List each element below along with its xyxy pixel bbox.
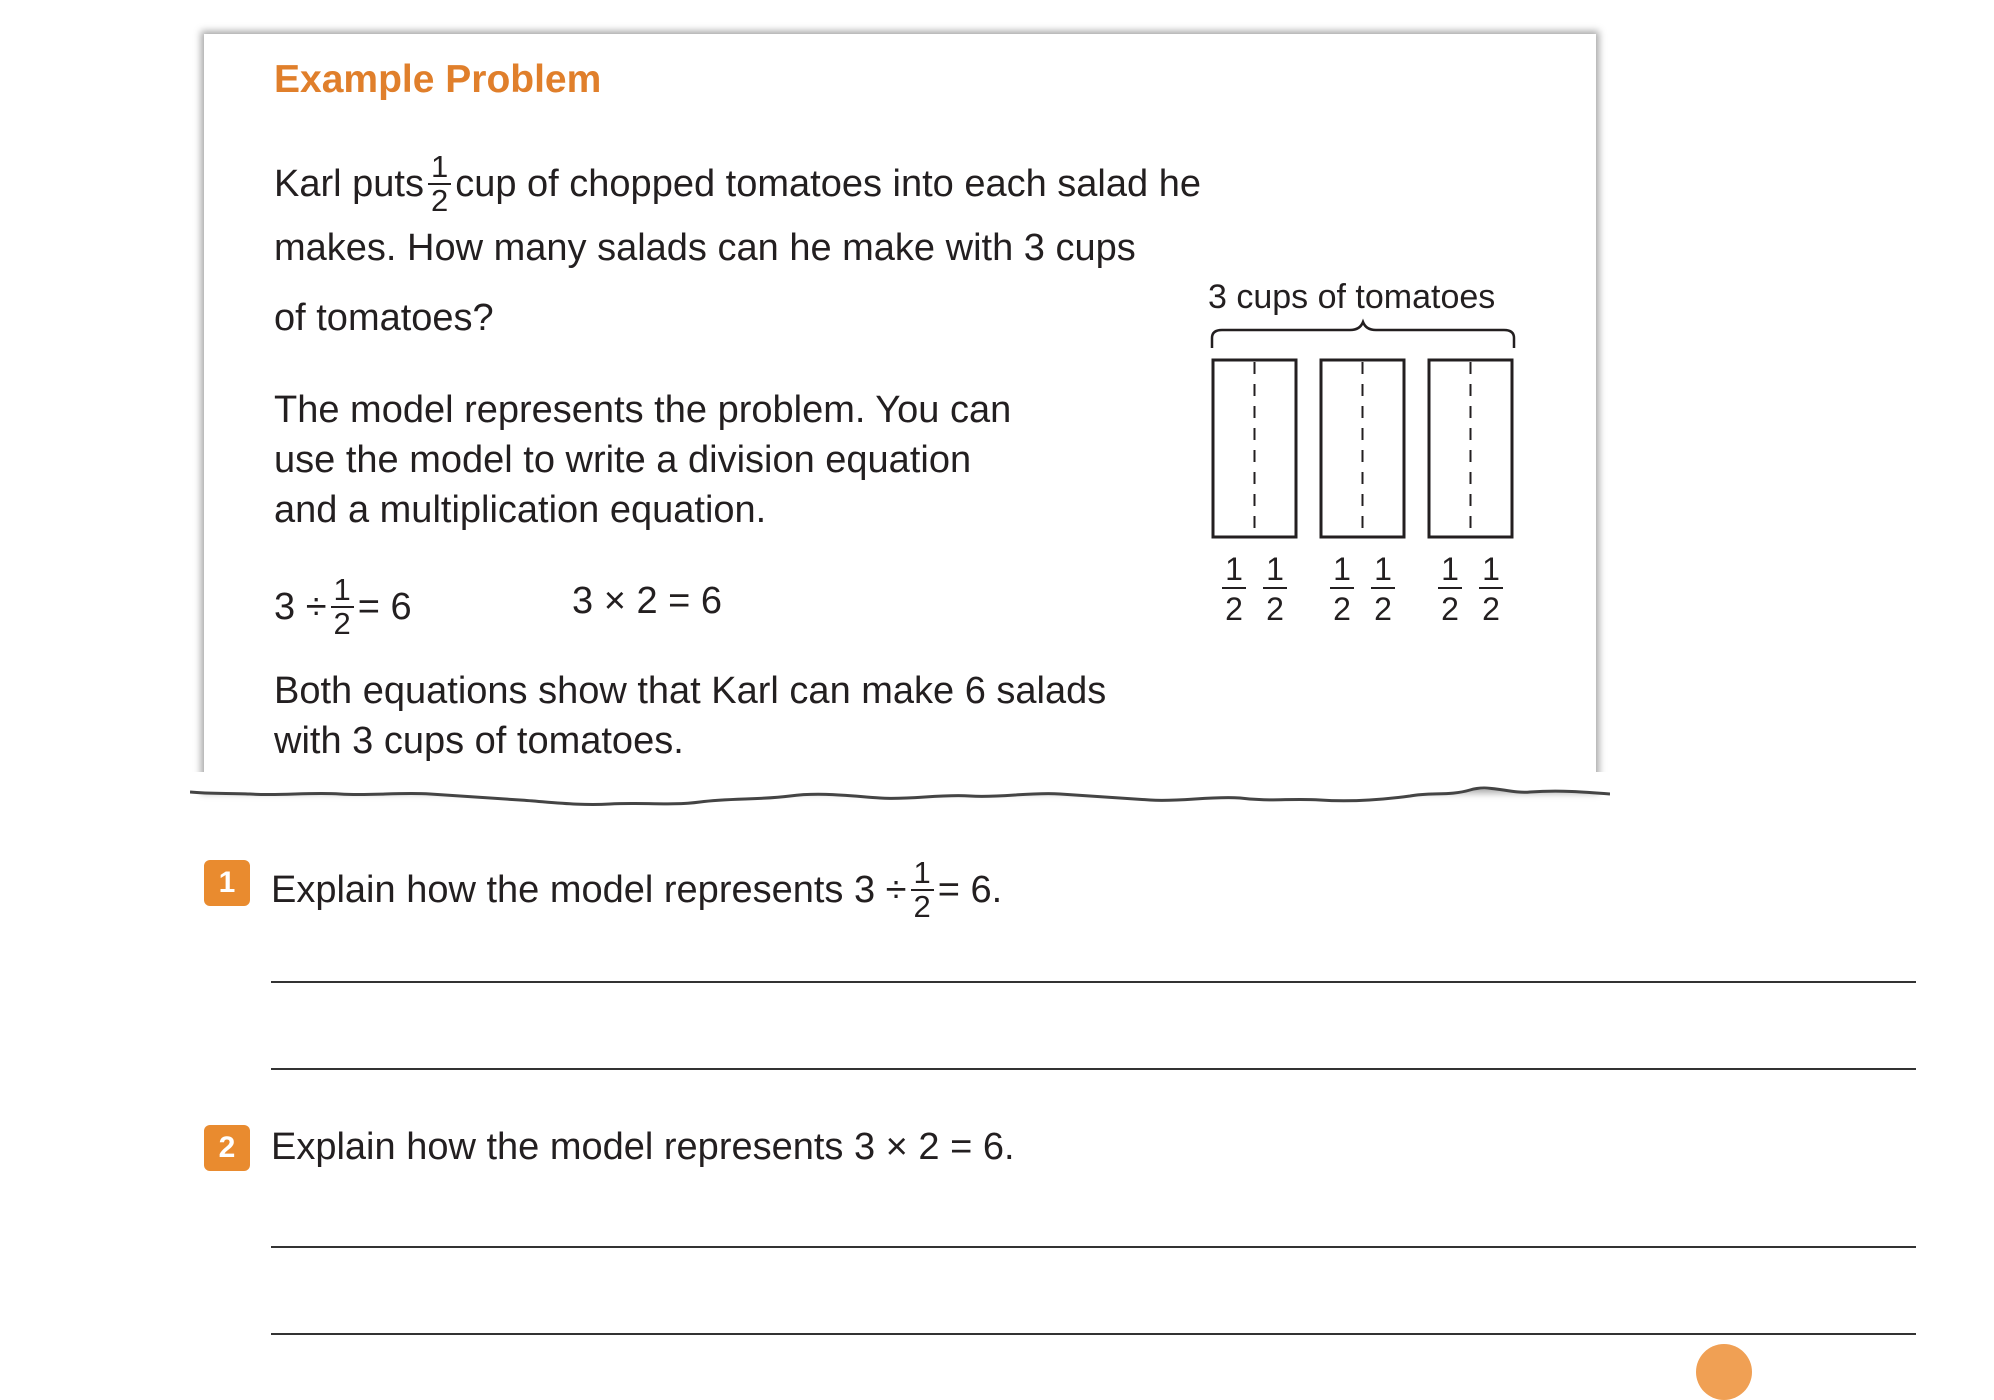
half-label-3-den: 2	[1333, 591, 1351, 627]
half-label-1-num: 1	[1225, 551, 1243, 587]
half-label-2-num: 1	[1266, 551, 1284, 587]
fraction-denominator: 2	[913, 889, 931, 924]
model-brace	[1212, 322, 1514, 348]
division-equation	[274, 572, 412, 642]
model-text-line-2: use the model to write a division equation	[274, 439, 972, 481]
fraction-numerator: 1	[331, 574, 354, 608]
half-label-5-num: 1	[1441, 551, 1459, 587]
half-label-6-den: 2	[1482, 591, 1500, 627]
example-problem-heading: Example Problem	[274, 58, 602, 101]
question-2-answer-line-1[interactable]	[271, 1246, 1916, 1248]
problem-text-after: cup of chopped tomatoes into each salad he	[455, 163, 1201, 206]
division-eq-right: = 6	[357, 586, 412, 629]
half-label-3-num: 1	[1333, 551, 1351, 587]
question-2-answer-line-2[interactable]	[271, 1333, 1916, 1335]
question-1-fraction	[911, 857, 934, 923]
half-label-4-num: 1	[1374, 551, 1392, 587]
fraction-denominator: 2	[333, 606, 351, 641]
question-2-text: Explain how the model represents 3 × 2 = 6.	[271, 1126, 1015, 1168]
question-2-badge: 2	[204, 1125, 250, 1171]
problem-line-1	[274, 149, 1201, 219]
question-1-text	[271, 855, 1003, 925]
torn-paper-edge	[190, 772, 1610, 832]
question-1-answer-line-1[interactable]	[271, 981, 1916, 983]
question-1-text-before: Explain how the model represents 3 ÷	[271, 869, 907, 912]
conclusion-line-1: Both equations show that Karl can make 6 salads	[274, 670, 1107, 712]
multiplication-equation: 3 × 2 = 6	[572, 580, 723, 622]
conclusion-line-2: with 3 cups of tomatoes.	[274, 720, 684, 762]
problem-line-2: makes. How many salads can he make with 3 cups	[274, 227, 1136, 269]
cups-model-diagram	[1200, 318, 1530, 638]
decorative-orange-circle	[1696, 1344, 1752, 1400]
half-label-4-den: 2	[1374, 591, 1392, 627]
half-cup-fraction	[428, 151, 451, 217]
fraction-numerator: 1	[911, 857, 934, 891]
question-1-text-after: = 6.	[937, 869, 1003, 912]
model-label: 3 cups of tomatoes	[1208, 278, 1496, 316]
half-label-1-den: 2	[1225, 591, 1243, 627]
fraction-numerator: 1	[428, 151, 451, 185]
half-label-6-num: 1	[1482, 551, 1500, 587]
problem-text-before: Karl puts	[274, 163, 424, 206]
division-eq-fraction	[331, 574, 354, 640]
division-eq-left: 3 ÷	[274, 586, 327, 629]
half-label-5-den: 2	[1441, 591, 1459, 627]
model-text-line-3: and a multiplication equation.	[274, 489, 767, 531]
question-1-answer-line-2[interactable]	[271, 1068, 1916, 1070]
problem-line-3: of tomatoes?	[274, 297, 494, 339]
fraction-denominator: 2	[430, 183, 449, 218]
model-text-line-1: The model represents the problem. You can	[274, 389, 1012, 431]
question-1-badge: 1	[204, 860, 250, 906]
half-label-2-den: 2	[1266, 591, 1284, 627]
